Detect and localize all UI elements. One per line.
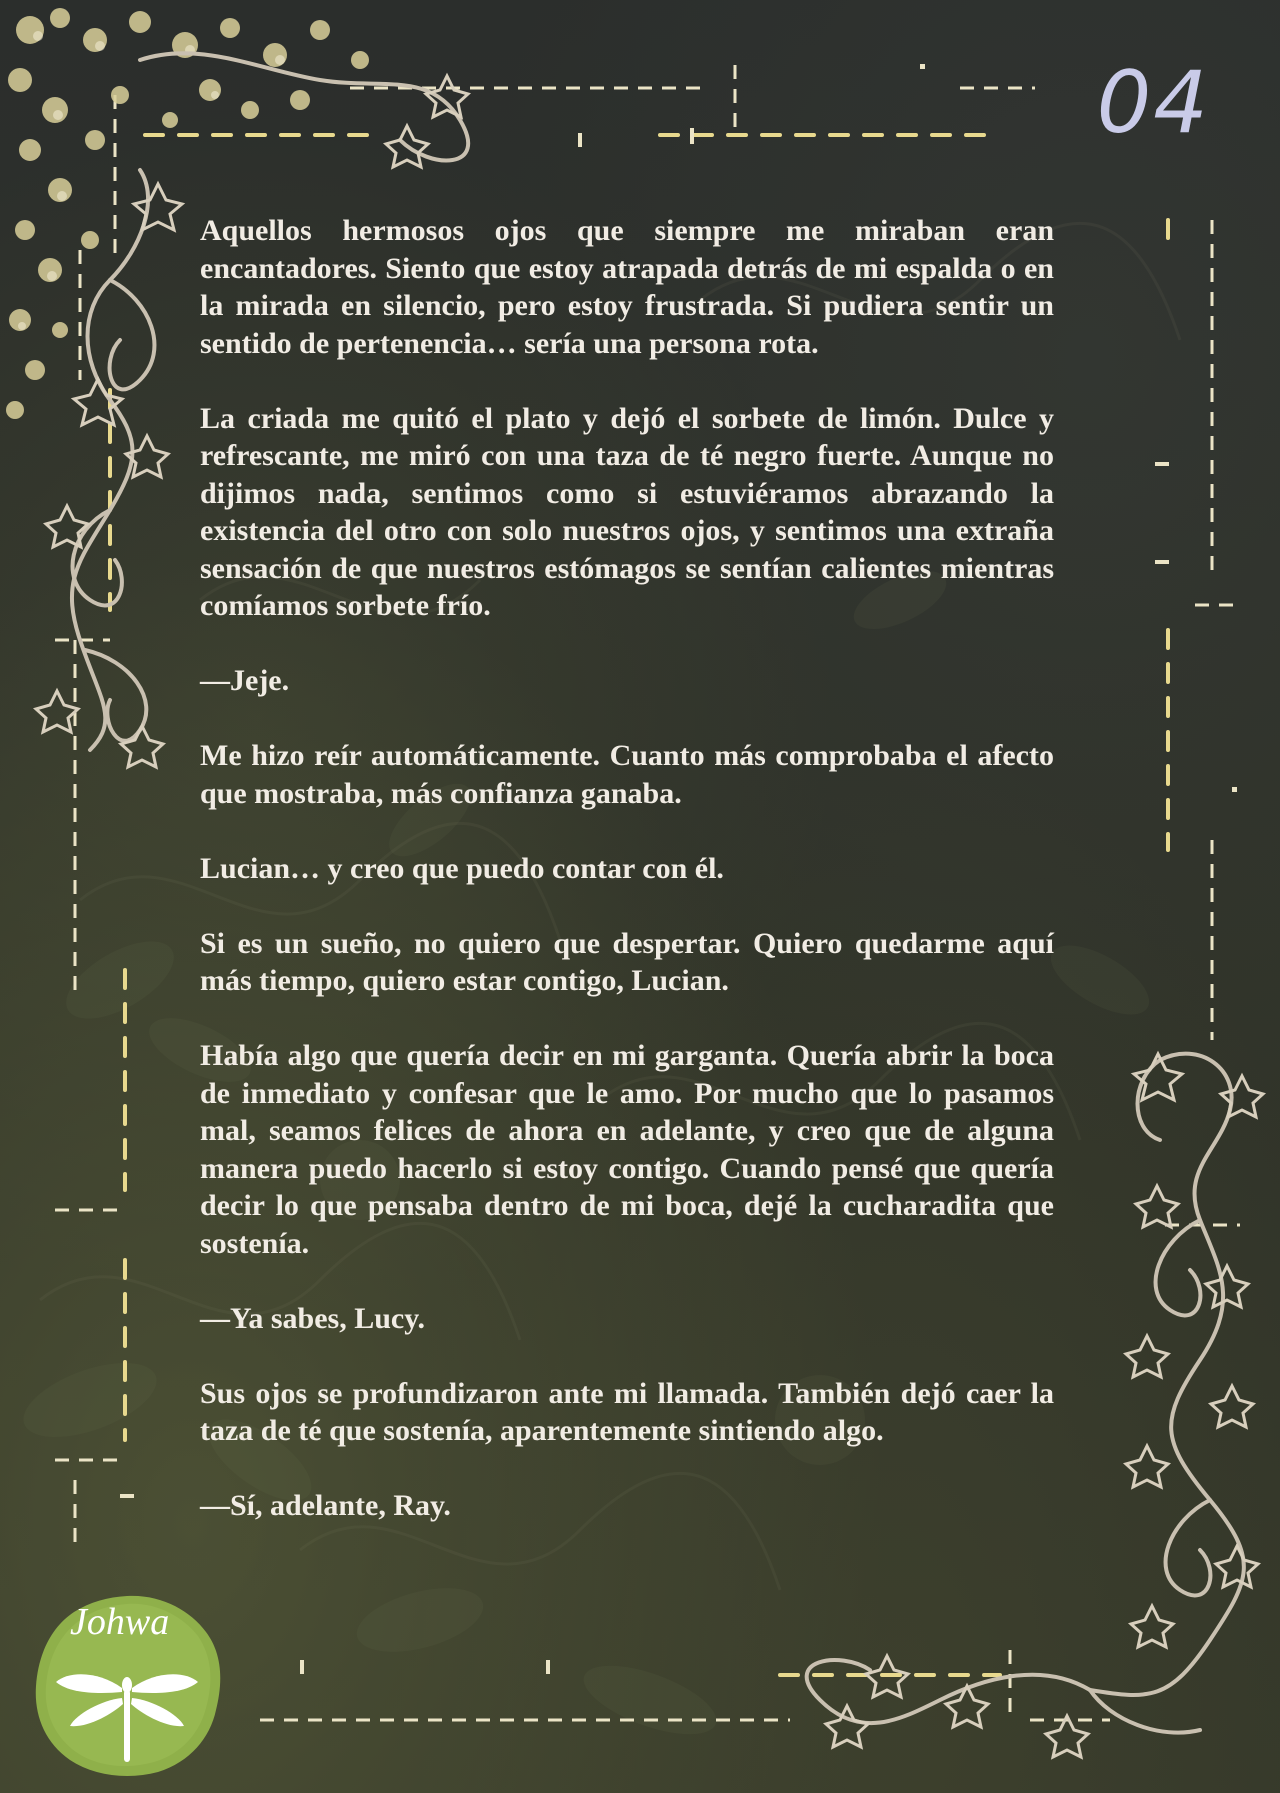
paragraph: Sus ojos se profundizaron ante mi llamada. También dejó caer la taza de té que sostenía, aparentemente sintiendo algo. <box>200 1376 1054 1447</box>
paragraph: Aquellos hermosos ojos que siempre me miraban eran encantadores. Siento que estoy atrapada detrás de mi espalda o en la mirada en silencio, pero estoy frustrada. Si pudiera sentir un sentido de pertenencia… sería una persona rota. <box>200 214 1054 360</box>
paragraph: Había algo que quería decir en mi garganta. Quería abrir la boca de inmediato y confesar que le amo. Por mucho que lo pasamos mal, seamos felices de ahora en adelante, y creo que de alguna manera puedo hacerlo si estoy contigo. Cuando pensé que quería decir lo que pensaba dentro de mi boca, dejé la cucharadita que sostenía. <box>200 1039 1054 1260</box>
dialogue-line: —Sí, adelante, Ray. <box>200 1489 451 1522</box>
paragraph: Si es un sueño, no quiero que despertar. Quiero quedarme aquí más tiempo, quiero estar contigo, Lucian. <box>200 926 1054 997</box>
paragraph: Lucian… y creo que puedo contar con él. <box>200 851 724 885</box>
dialogue-line: —Ya sabes, Lucy. <box>200 1301 426 1335</box>
paragraph: Me hizo reír automáticamente. Cuanto más comprobaba el afecto que mostraba, más confianza ganaba. <box>200 739 1054 810</box>
page-number: 04 <box>1096 53 1210 153</box>
dialogue-line: —Jeje. <box>200 664 290 697</box>
story-text <box>200 212 1054 1562</box>
logo-text: Johwa <box>70 1601 170 1643</box>
paragraph: La criada me quitó el plato y dejó el sorbete de limón. Dulce y refrescante, me miró con una taza de té negro fuerte. Aunque no dijimos nada, sentimos como si estuviéramos abrazando la existencia del otro con solo nuestros ojos, y sentimos una extraña sensación de que nuestros estómagos se sentían calientes mientras comíamos sorbete frío. <box>200 401 1054 622</box>
